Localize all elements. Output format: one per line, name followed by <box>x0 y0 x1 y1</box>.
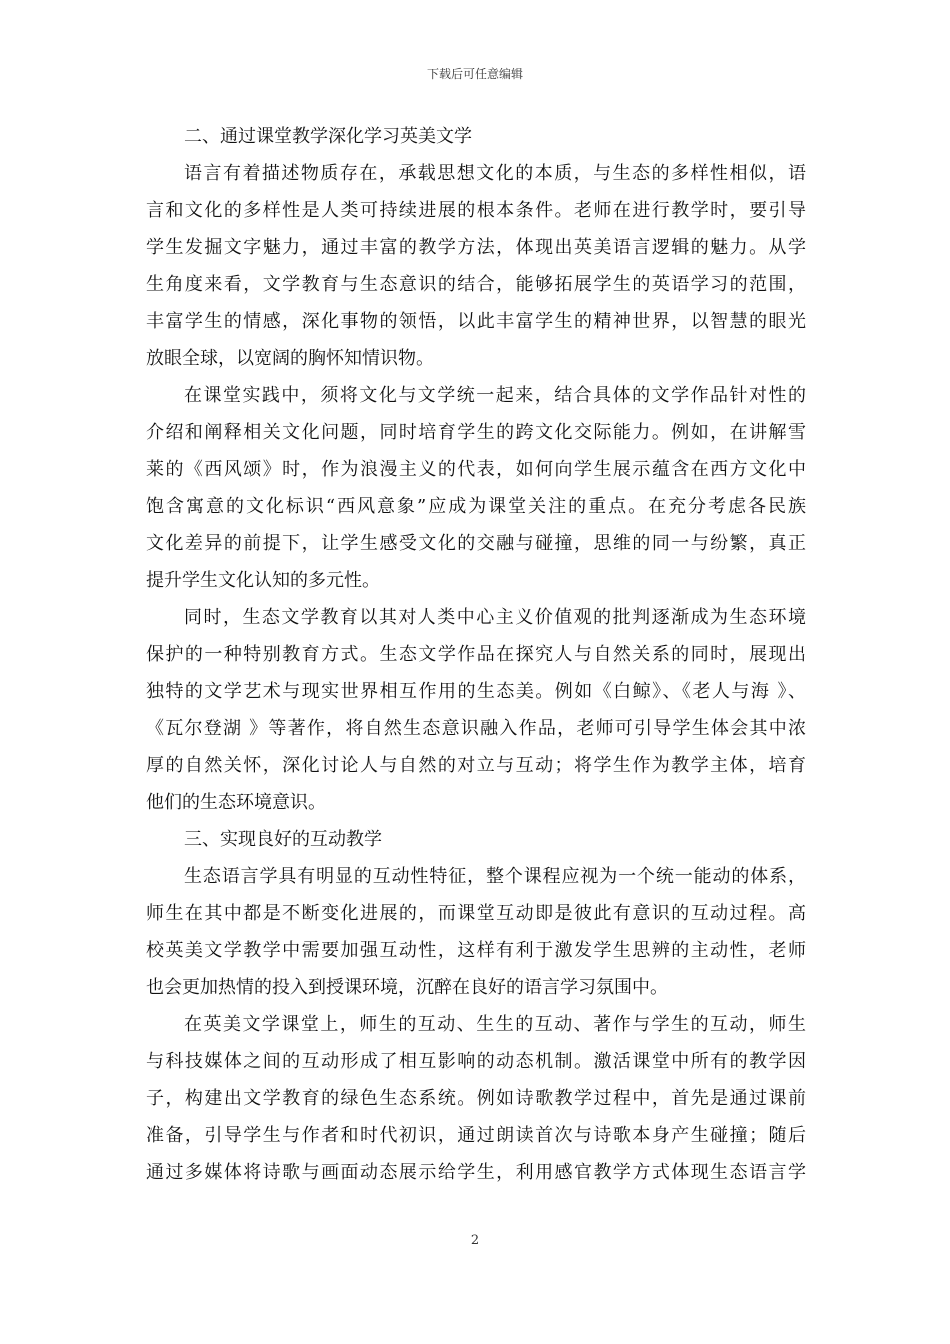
text-line: 准备，引导学生与作者和时代初识，通过朗读首次与诗歌本身产生碰撞；随后 <box>146 1125 806 1146</box>
text-line: 也会更加热情的投入到授课环境，沉醉在良好的语言学习氛围中。 <box>146 977 668 998</box>
page-number: 2 <box>470 1233 480 1248</box>
text-line: 三、实现良好的互动教学 <box>184 829 382 850</box>
text-line: 二、通过课堂教学深化学习英美文学 <box>184 126 472 147</box>
text-line: 介绍和阐释相关文化问题，同时培育学生的跨文化交际能力。例如，在讲解雪 <box>146 422 806 443</box>
text-line: 同时，生态文学教育以其对人类中心主义价值观的批判逐渐成为生态环境 <box>184 607 806 628</box>
text-line: 文化差异的前提下，让学生感受文化的交融与碰撞，思维的同一与纷繁，真正 <box>146 533 806 554</box>
text-line: 言和文化的多样性是人类可持续进展的根本条件。老师在进行教学时，要引导 <box>146 200 806 221</box>
text-line: 丰富学生的情感，深化事物的领悟，以此丰富学生的精神世界，以智慧的眼光 <box>146 311 806 332</box>
text-line: 语言有着描述物质存在，承载思想文化的本质，与生态的多样性相似，语 <box>184 163 806 184</box>
text-line: 独特的文学艺术与现实世界相互作用的生态美。例如《白鲸》、《老人与海 》、 <box>146 681 806 702</box>
text-line: 饱含寓意的文化标识“西风意象”应成为课堂关注的重点。在充分考虑各民族 <box>146 496 806 517</box>
text-line: 师生在其中都是不断变化进展的，而课堂互动即是彼此有意识的互动过程。高 <box>146 903 806 924</box>
text-line: 学生发掘文字魅力，通过丰富的教学方法，体现出英美语言逻辑的魅力。从学 <box>146 237 806 258</box>
text-line: 子，构建出文学教育的绿色生态系统。例如诗歌教学过程中，首先是通过课前 <box>146 1088 806 1109</box>
text-line: 生角度来看，文学教育与生态意识的结合，能够拓展学生的英语学习的范围， <box>146 274 806 295</box>
text-line: 保护的一种特别教育方式。生态文学作品在探究人与自然关系的同时，展现出 <box>146 644 806 665</box>
text-line: 莱的《西风颂》时，作为浪漫主义的代表，如何向学生展示蕴含在西方文化中 <box>146 459 806 480</box>
text-line: 在英美文学课堂上，师生的互动、生生的互动、著作与学生的互动，师生 <box>184 1014 806 1035</box>
text-line: 与科技媒体之间的互动形成了相互影响的动态机制。激活课堂中所有的教学因 <box>146 1051 806 1072</box>
text-line: 《瓦尔登湖 》等著作，将自然生态意识融入作品，老师可引导学生体会其中浓 <box>146 718 806 739</box>
text-line: 厚的自然关怀，深化讨论人与自然的对立与互动；将学生作为教学主体，培育 <box>146 755 806 776</box>
text-line: 通过多媒体将诗歌与画面动态展示给学生，利用感官教学方式体现生态语言学 <box>146 1162 806 1183</box>
text-line: 在课堂实践中，须将文化与文学统一起来，结合具体的文学作品针对性的 <box>184 385 806 406</box>
text-line: 放眼全球，以宽阔的胸怀知情识物。 <box>146 348 434 369</box>
page-header: 下载后可任意编辑 <box>426 67 523 81</box>
text-line: 校英美文学教学中需要加强互动性，这样有利于激发学生思辨的主动性，老师 <box>146 940 806 961</box>
document-body <box>146 118 806 1191</box>
text-line: 他们的生态环境意识。 <box>146 792 326 813</box>
text-line: 生态语言学具有明显的互动性特征，整个课程应视为一个统一能动的体系， <box>184 866 806 887</box>
text-line: 提升学生文化认知的多元性。 <box>146 570 380 591</box>
